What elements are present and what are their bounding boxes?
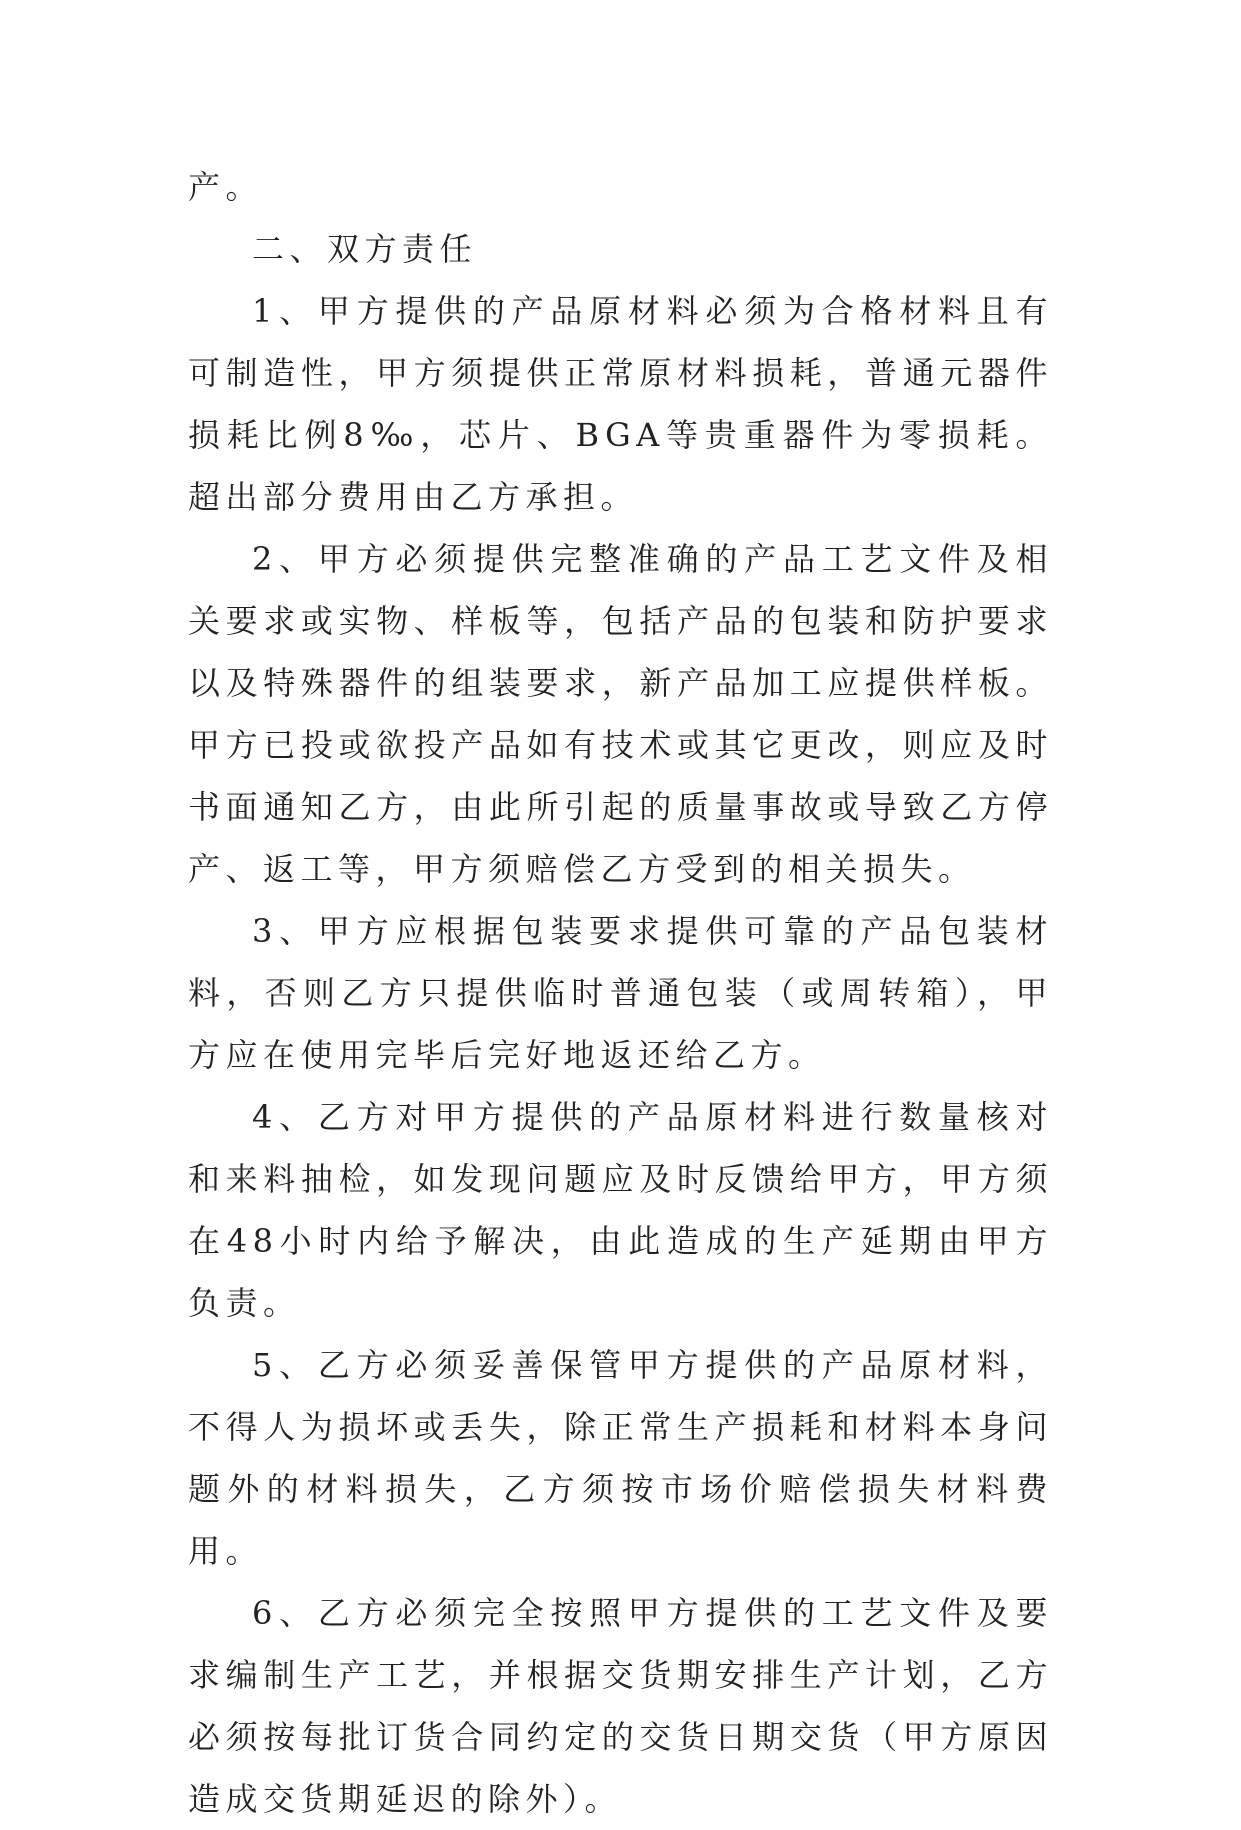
document-body xyxy=(188,156,1053,1830)
clause-3: 3、甲方应根据包装要求提供可靠的产品包装材料，否则乙方只提供临时普通包装（或周转箱），甲方应在使用完毕后完好地返还给乙方。 xyxy=(188,912,1053,1074)
section-heading: 二、双方责任 xyxy=(252,230,478,268)
clause-2: 2、甲方必须提供完整准确的产品工艺文件及相关要求或实物、样板等，包括产品的包装和防护要求以及特殊器件的组装要求，新产品加工应提供样板。甲方已投或欲投产品如有技术或其它更改，则应及时书面通知乙方，由此所引起的质量事故或导致乙方停产、返工等，甲方须赔偿乙方受到的相关损失。 xyxy=(188,540,1053,888)
clause-6: 6、乙方必须完全按照甲方提供的工艺文件及要求编制生产工艺，并根据交货期安排生产计划，乙方必须按每批订货合同约定的交货日期交货（甲方原因造成交货期延迟的除外）。 xyxy=(188,1594,1053,1818)
clause-5: 5、乙方必须妥善保管甲方提供的产品原材料，不得人为损坏或丢失，除正常生产损耗和材料本身问题外的材料损失，乙方须按市场价赔偿损失材料费用。 xyxy=(188,1346,1053,1570)
paragraph-continuation: 产。 xyxy=(188,168,264,206)
clause-1: 1、甲方提供的产品原材料必须为合格材料且有可制造性，甲方须提供正常原材料损耗，普通元器件损耗比例8‰，芯片、BGA等贵重器件为零损耗。超出部分费用由乙方承担。 xyxy=(188,292,1053,516)
clause-4: 4、乙方对甲方提供的产品原材料进行数量核对和来料抽检，如发现问题应及时反馈给甲方，甲方须在48小时内给予解决，由此造成的生产延期由甲方负责。 xyxy=(188,1098,1053,1322)
